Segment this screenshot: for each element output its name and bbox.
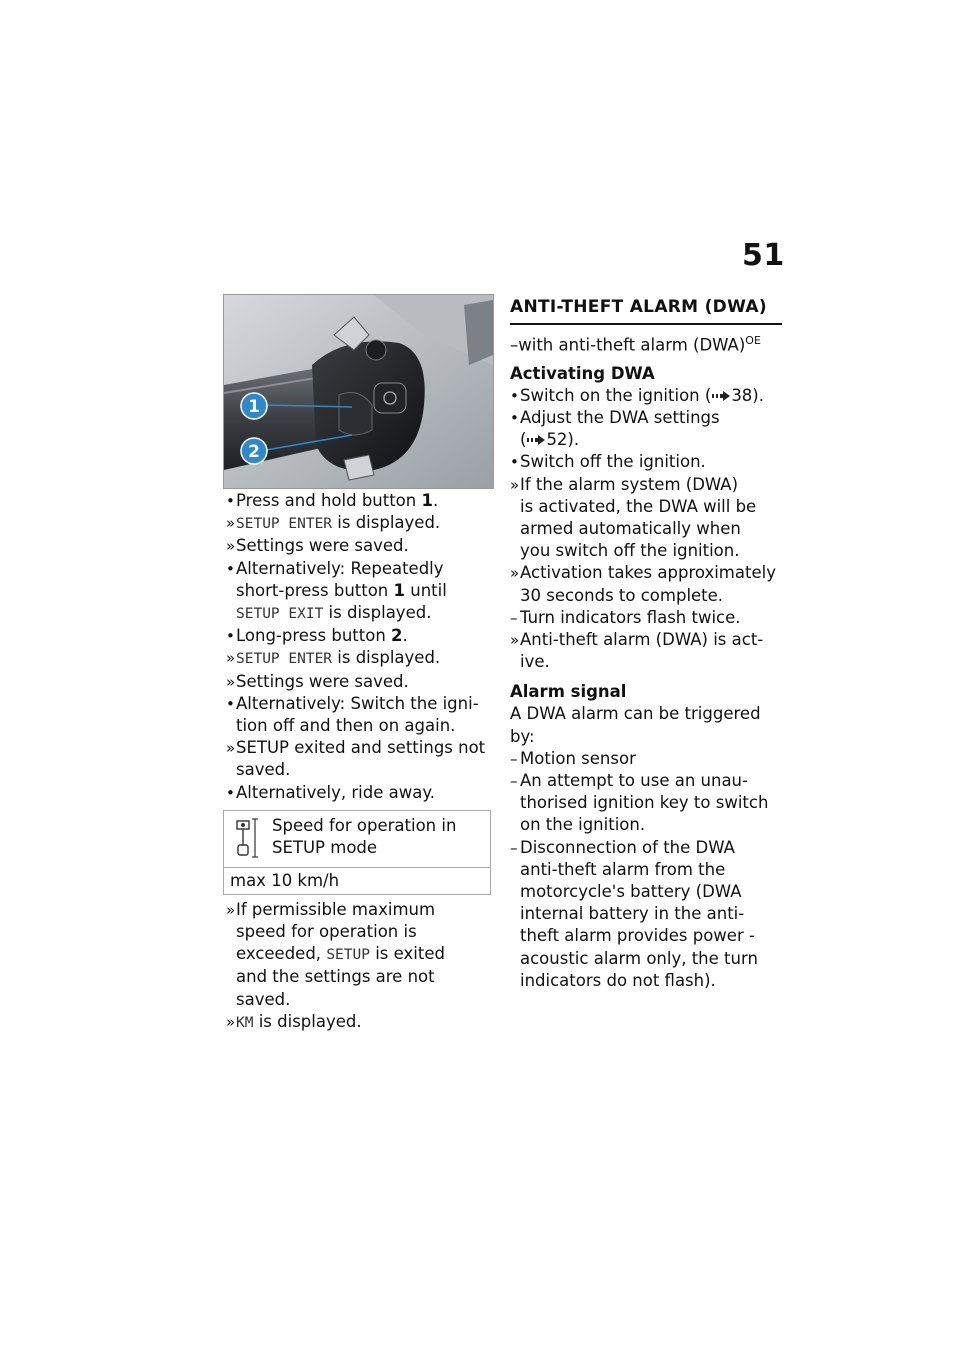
line-text: Long-press button bbox=[236, 626, 392, 646]
line-marker: • bbox=[510, 408, 519, 427]
line-text: until bbox=[405, 580, 447, 600]
line-text: is exited bbox=[369, 944, 445, 964]
right-column bbox=[510, 296, 782, 992]
instruction-line bbox=[226, 602, 496, 625]
spec-label-line-2: SETUP mode bbox=[272, 838, 378, 858]
instruction-line bbox=[510, 562, 782, 584]
line-text: Activation takes approximately bbox=[520, 563, 776, 583]
line-text: acoustic alarm only, the turn bbox=[520, 948, 758, 968]
trigger-line bbox=[510, 925, 782, 947]
line-text: Press and hold button bbox=[236, 491, 422, 510]
line-marker: » bbox=[226, 1012, 236, 1031]
activating-dwa-list bbox=[510, 385, 782, 674]
trigger-line bbox=[510, 881, 782, 903]
line-marker: » bbox=[226, 514, 236, 533]
instruction-line bbox=[226, 989, 496, 1011]
line-text: Alternatively: Switch the igni- bbox=[236, 693, 479, 713]
alarm-signal-title: Alarm signal bbox=[510, 682, 627, 702]
line-text: motorcycle's battery (DWA bbox=[520, 881, 742, 901]
handlebar-switch-illustration bbox=[224, 295, 493, 488]
button-number: 1 bbox=[421, 491, 433, 510]
left-after-list bbox=[226, 899, 496, 1034]
page-reference-arrow-icon bbox=[711, 389, 731, 403]
line-text: saved. bbox=[236, 989, 291, 1009]
line-text: exceeded, bbox=[236, 944, 327, 964]
alarm-trigger-list bbox=[510, 748, 782, 992]
line-text: Settings were saved. bbox=[236, 671, 409, 691]
page-reference-arrow-icon bbox=[526, 433, 546, 447]
line-text: Alternatively: Repeatedly bbox=[236, 558, 444, 578]
display-message: KM bbox=[236, 1014, 254, 1031]
instruction-line bbox=[226, 580, 496, 602]
instruction-line bbox=[226, 759, 496, 781]
trigger-line bbox=[510, 748, 782, 770]
line-text: If the alarm system (DWA) bbox=[520, 474, 739, 494]
instruction-line bbox=[226, 782, 496, 804]
line-marker: » bbox=[510, 630, 520, 649]
equipment-subtitle: –with anti-theft alarm (DWA)$^{OE}$ bbox=[510, 334, 761, 355]
line-text: saved. bbox=[236, 760, 291, 780]
line-text: is displayed. bbox=[332, 648, 441, 668]
instruction-line bbox=[226, 671, 496, 693]
line-marker: • bbox=[510, 386, 519, 405]
line-text: is displayed. bbox=[332, 513, 441, 533]
instruction-line bbox=[226, 921, 496, 943]
line-text: ive. bbox=[520, 652, 550, 672]
callout-2-label: 2 bbox=[248, 442, 260, 462]
line-marker: » bbox=[226, 739, 236, 758]
instruction-line bbox=[226, 715, 496, 737]
line-text: Motion sensor bbox=[520, 748, 636, 768]
line-text: internal battery in the anti- bbox=[520, 904, 745, 924]
trigger-line bbox=[510, 837, 782, 859]
line-marker: • bbox=[510, 453, 519, 472]
line-text: Switch off the ignition. bbox=[520, 452, 706, 472]
trigger-line bbox=[510, 859, 782, 881]
line-marker: » bbox=[510, 475, 520, 494]
line-text: An attempt to use an unau- bbox=[520, 770, 748, 790]
line-text: . bbox=[432, 491, 439, 510]
page-reference: 52). bbox=[546, 430, 580, 450]
line-text: you switch off the ignition. bbox=[520, 541, 740, 561]
instruction-line bbox=[510, 429, 782, 451]
line-text: 30 seconds to complete. bbox=[520, 585, 724, 605]
trigger-line bbox=[510, 903, 782, 925]
display-message: SETUP bbox=[326, 947, 370, 964]
instruction-line bbox=[510, 496, 782, 518]
instruction-line bbox=[510, 407, 782, 429]
trigger-line bbox=[510, 948, 782, 970]
button-number: 1 bbox=[393, 580, 405, 600]
line-marker: » bbox=[510, 564, 520, 583]
instruction-line bbox=[226, 535, 496, 557]
line-text: on the ignition. bbox=[520, 815, 646, 835]
line-marker: » bbox=[226, 649, 236, 668]
line-text: . bbox=[402, 626, 408, 646]
instruction-line bbox=[510, 651, 782, 673]
line-marker: • bbox=[226, 559, 235, 578]
left-instruction-list bbox=[226, 490, 496, 804]
instruction-line bbox=[510, 474, 782, 496]
line-text: anti-theft alarm from the bbox=[520, 859, 726, 879]
alarm-signal-intro-2: by: bbox=[510, 726, 535, 746]
instruction-line bbox=[510, 585, 782, 607]
line-text: indicators do not flash). bbox=[520, 970, 716, 990]
instruction-line bbox=[510, 518, 782, 540]
trigger-line bbox=[510, 970, 782, 992]
line-text: tion off and then on again. bbox=[236, 716, 456, 736]
instruction-line bbox=[226, 625, 496, 647]
instruction-line bbox=[226, 966, 496, 988]
instruction-line bbox=[226, 647, 496, 670]
line-text: Anti-theft alarm (DWA) is act- bbox=[520, 629, 764, 649]
line-marker: • bbox=[226, 627, 235, 646]
display-message: SETUP EXIT bbox=[236, 606, 324, 623]
trigger-line bbox=[510, 770, 782, 792]
instruction-line bbox=[226, 737, 496, 759]
line-text: is activated, the DWA will be bbox=[520, 496, 757, 516]
instruction-line bbox=[226, 558, 496, 580]
instruction-line bbox=[226, 512, 496, 535]
line-text: Switch on the ignition ( bbox=[520, 385, 712, 405]
line-text: theft alarm provides power - bbox=[520, 926, 755, 946]
line-text: is displayed. bbox=[253, 1011, 362, 1031]
line-marker: » bbox=[226, 537, 236, 556]
trigger-line bbox=[510, 814, 782, 836]
line-marker: – bbox=[510, 608, 518, 627]
line-marker: » bbox=[226, 672, 236, 691]
activating-dwa-title: Activating DWA bbox=[510, 363, 655, 383]
instruction-line bbox=[510, 385, 782, 407]
line-text: Alternatively, ride away. bbox=[236, 782, 435, 802]
line-text: Settings were saved. bbox=[236, 536, 409, 556]
line-text: Turn indicators flash twice. bbox=[520, 607, 741, 627]
line-text: ( bbox=[520, 430, 527, 450]
display-message: SETUP ENTER bbox=[236, 516, 333, 533]
button-number: 2 bbox=[391, 626, 403, 646]
callout-1-label: 1 bbox=[248, 397, 260, 417]
spec-header bbox=[224, 811, 490, 868]
line-marker: • bbox=[226, 492, 235, 510]
instruction-line bbox=[226, 1011, 496, 1034]
line-marker: – bbox=[510, 749, 518, 768]
line-text: If permissible maximum bbox=[236, 899, 436, 919]
speedometer-limit-icon bbox=[234, 817, 258, 859]
instruction-line bbox=[226, 899, 496, 921]
spec-value: max 10 km/h bbox=[230, 870, 340, 890]
display-message: SETUP ENTER bbox=[236, 651, 333, 668]
line-text: speed for operation is bbox=[236, 922, 417, 942]
line-marker: • bbox=[226, 694, 235, 713]
line-marker: » bbox=[226, 900, 236, 919]
handlebar-switch-figure bbox=[223, 294, 494, 489]
instruction-line bbox=[510, 629, 782, 651]
line-text: short-press button bbox=[236, 580, 394, 600]
line-text: SETUP exited and settings not bbox=[236, 738, 486, 758]
instruction-line bbox=[510, 451, 782, 473]
section-heading: ANTI-THEFT ALARM (DWA) bbox=[510, 296, 782, 325]
instruction-line bbox=[226, 943, 496, 966]
instruction-line bbox=[510, 607, 782, 629]
left-column bbox=[226, 490, 496, 1034]
page-reference: 38). bbox=[731, 385, 764, 405]
line-text: is displayed. bbox=[323, 603, 432, 623]
spec-label-line-1: Speed for operation in bbox=[272, 815, 457, 835]
alarm-signal-intro-1: A DWA alarm can be triggered bbox=[510, 704, 761, 724]
trigger-line bbox=[510, 792, 782, 814]
line-marker: – bbox=[510, 771, 518, 790]
line-text: Disconnection of the DWA bbox=[520, 837, 735, 857]
line-text: and the settings are not bbox=[236, 967, 435, 987]
instruction-line bbox=[226, 490, 496, 512]
speed-spec-box bbox=[223, 810, 491, 895]
page-number: 51 bbox=[742, 238, 785, 273]
line-marker: • bbox=[226, 783, 235, 802]
line-text: armed automatically when bbox=[520, 518, 741, 538]
line-text: thorised ignition key to switch bbox=[520, 793, 769, 813]
optional-equipment-badge: OE bbox=[745, 334, 761, 347]
line-marker: – bbox=[510, 838, 518, 857]
instruction-line bbox=[510, 540, 782, 562]
instruction-line bbox=[226, 693, 496, 715]
line-text: Adjust the DWA settings bbox=[520, 407, 720, 427]
